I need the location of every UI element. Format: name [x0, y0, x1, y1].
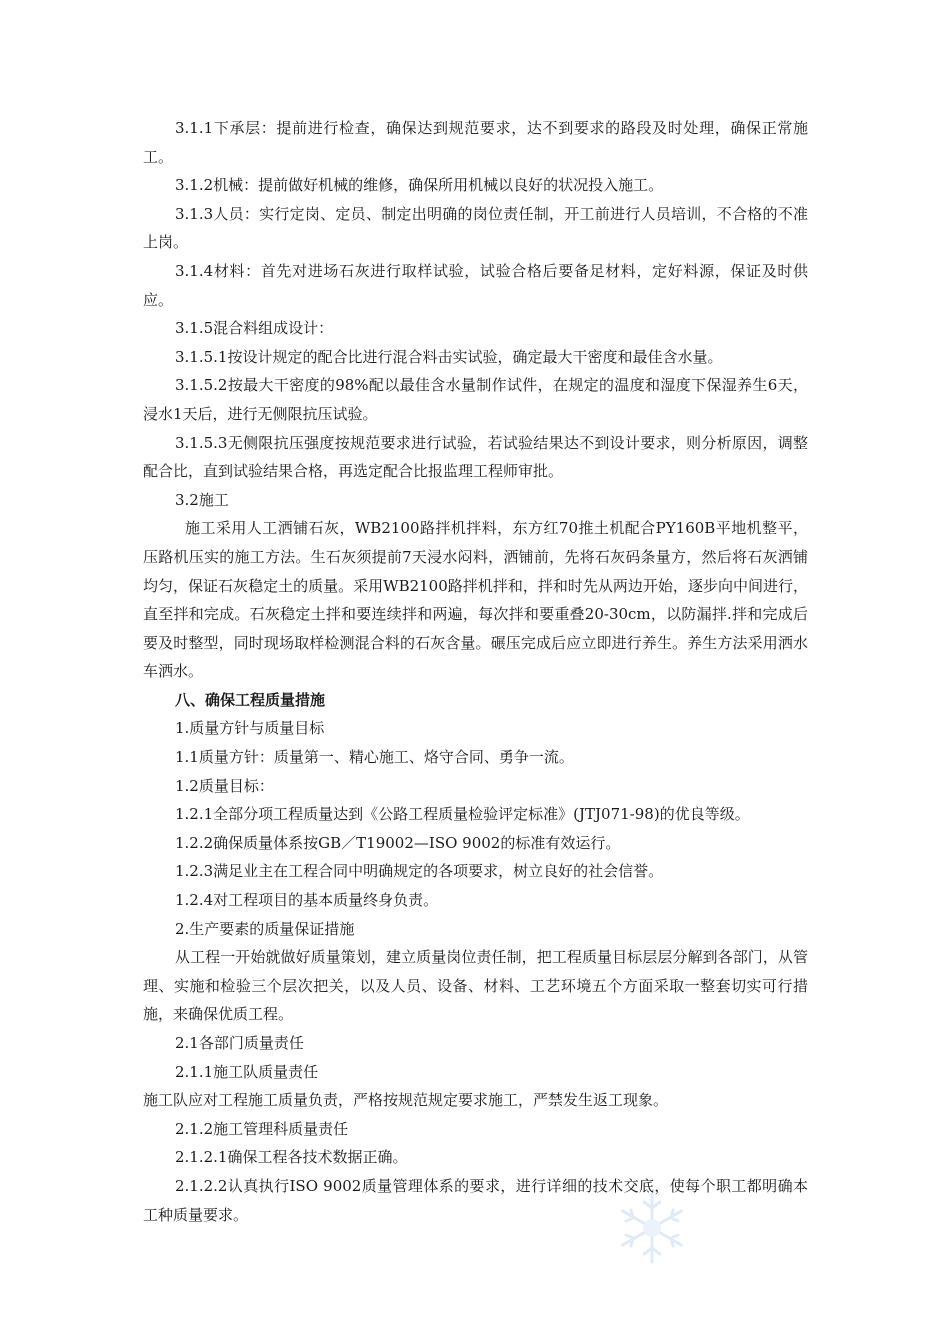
document-body: [143, 114, 808, 1229]
paragraph-3-2: 3.2施工: [175, 490, 229, 509]
paragraph-2-1-2-2: 2.1.2.2认真执行ISO 9002质量管理体系的要求，进行详细的技术交底，使每个职工都明确本工种质量要求。: [143, 1176, 808, 1224]
paragraph-3-1-5-2: 3.1.5.2按最大干密度的98%配以最佳含水量制作试件，在规定的温度和湿度下保湿养生6天，浸水1天后，进行无侧限抗压试验。: [143, 376, 808, 423]
paragraph-2-1: 2.1各部门质量责任: [175, 1034, 304, 1052]
paragraph-3-2-body: 施工采用人工洒铺石灰，WB2100路拌机拌料，东方红70推土机配合PY160B平地机整平，压路机压实的施工方法。生石灰须提前7天浸水闷料，洒铺前，先将石灰码条量方，然后将石灰洒铺均匀，保证石灰稳定土的质量。采用WB2100路拌机拌和，拌和时先从两边开始，逐步向中间进行，直至拌和完成。石灰稳定土拌和要连续拌和两遍，每次拌和要重叠20-30cm，以防漏拌.拌和完成后要及时整型，同时现场取样检测混合料的石灰含量。碾压完成后应立即进行养生。养生方法采用洒水车洒水。: [143, 519, 808, 681]
paragraph-2-1-2-1: 2.1.2.1确保工程各技术数据正确。: [175, 1148, 408, 1167]
paragraph-3-1-2: 3.1.2机械：提前做好机械的维修，确保所用机械以良好的状况投入施工。: [175, 176, 664, 195]
paragraph-3-1-1: 3.1.1下承层：提前进行检查，确保达到规范要求，达不到要求的路段及时处理，确保正常施工。: [143, 119, 808, 166]
paragraph-1-2-4: 1.2.4对工程项目的基本质量终身负责。: [175, 891, 439, 910]
paragraph-3-1-3: 3.1.3人员：实行定岗、定员、制定出明确的岗位责任制，开工前进行人员培训，不合格的不准上岗。: [143, 204, 808, 252]
paragraph-2-1-2: 2.1.2施工管理科质量责任: [175, 1119, 349, 1138]
paragraph-3-1-5-3: 3.1.5.3无侧限抗压强度按规范要求进行试验，若试验结果达不到设计要求，则分析原因，调整配合比，直到试验结果合格，再选定配合比报监理工程师审批。: [143, 433, 808, 481]
paragraph-1: 1.质量方针与质量目标: [175, 719, 325, 738]
paragraph-3-1-5: 3.1.5混合料组成设计：: [175, 319, 334, 338]
paragraph-2-body: 从工程一开始就做好质量策划，建立质量岗位责任制，把工程质量目标层层分解到各部门，从管理、实施和检验三个层次把关，以及人员、设备、材料、工艺环境五个方面采取一整套切实可行措施，来确保优质工程。: [143, 948, 808, 1024]
paragraph-3-1-5-1: 3.1.5.1按设计规定的配合比进行混合料击实试验，确定最大干密度和最佳含水量。: [175, 347, 723, 366]
paragraph-2: 2.生产要素的质量保证措施: [175, 919, 355, 938]
paragraph-1-1: 1.1质量方针：质量第一、精心施工、烙守合同、勇争一流。: [175, 748, 574, 767]
paragraph-1-2: 1.2质量目标：: [175, 776, 274, 795]
paragraph-2-1-1: 2.1.1施工队质量责任: [175, 1062, 319, 1081]
paragraph-1-2-2: 1.2.2确保质量体系按GB／T19002—ISO 9002的标准有效运行。: [175, 833, 621, 852]
paragraph-1-2-1: 1.2.1全部分项工程质量达到《公路工程质量检验评定标准》(JTJ071-98)的优良等级。: [175, 805, 750, 824]
snowflake-logo-icon: [612, 1188, 692, 1268]
paragraph-2-1-1-body: 施工队应对工程施工质量负责，严格按规范规定要求施工，严禁发生返工现象。: [143, 1091, 669, 1110]
paragraph-section-8: 八、确保工程质量措施: [175, 690, 326, 709]
paragraph-3-1-4: 3.1.4材料：首先对进场石灰进行取样试验，试验合格后要备足材料，定好料源，保证及时供应。: [143, 261, 808, 309]
paragraph-1-2-3: 1.2.3满足业主在工程合同中明确规定的各项要求，树立良好的社会信誉。: [175, 862, 664, 881]
